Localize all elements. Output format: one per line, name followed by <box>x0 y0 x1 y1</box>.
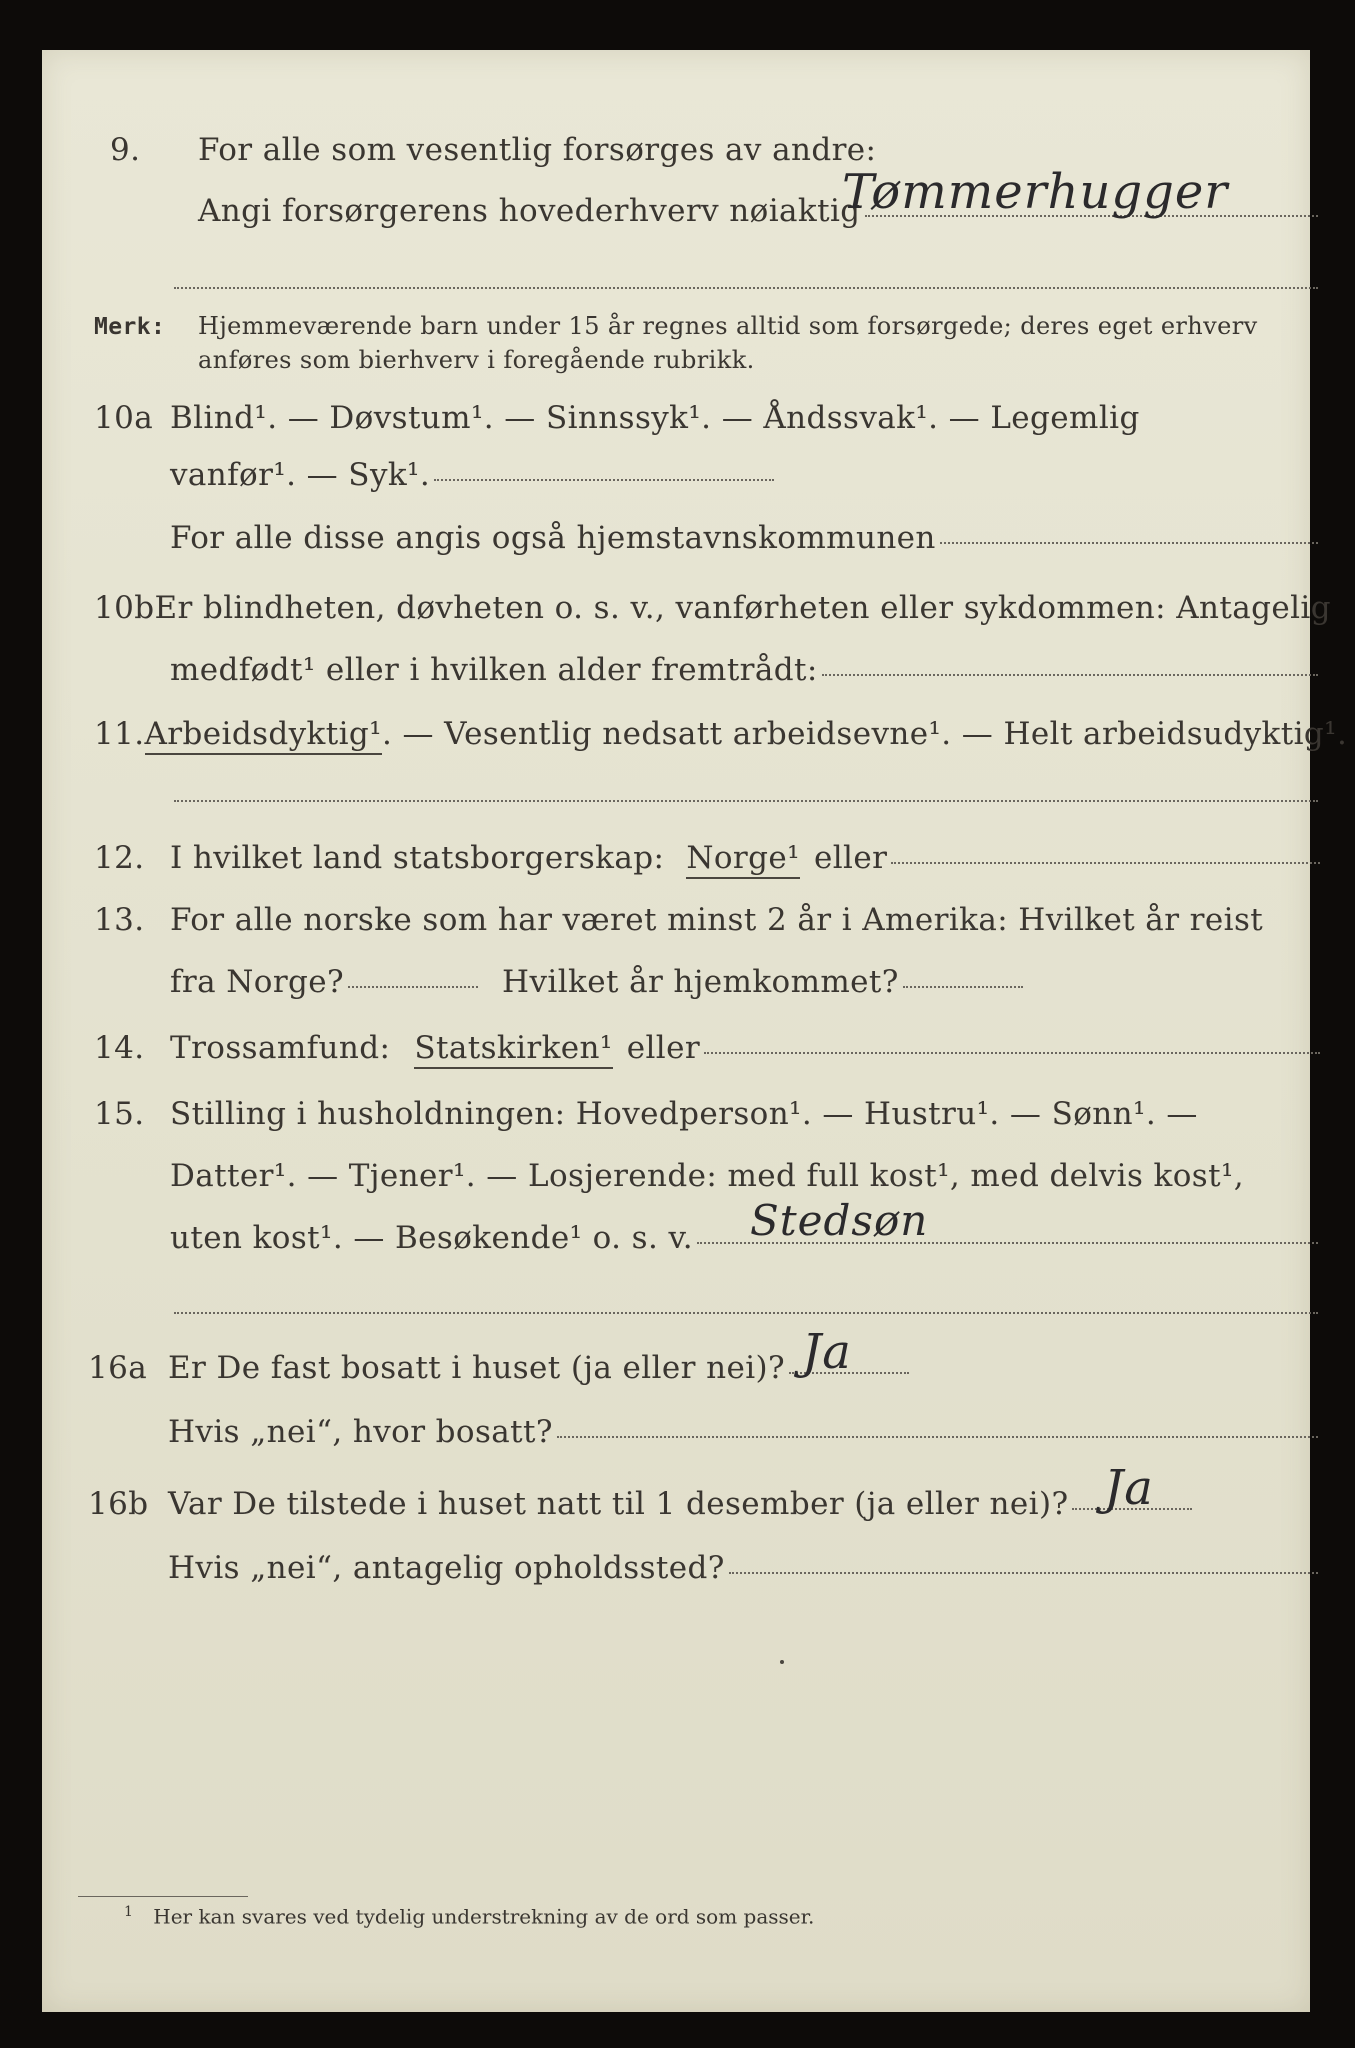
q15-extra-line <box>174 1312 1318 1314</box>
q12-suffix: eller <box>813 840 888 876</box>
q16b-number: 16b <box>88 1486 149 1522</box>
q11-line <box>94 716 1348 755</box>
q16a-text-line2: Hvis „nei“, hvor bosatt? <box>168 1414 553 1450</box>
q9-text-line2: Angi forsørgerens hovederhverv nøiaktig <box>198 193 861 229</box>
q14-other-field[interactable] <box>704 1051 1320 1054</box>
footnote-mark: 1 <box>124 1904 133 1920</box>
q15-text-line3: uten kost¹. — Besøkende¹ o. s. v. <box>170 1220 693 1256</box>
q13-line2 <box>170 964 1023 1000</box>
q10b-line1 <box>94 590 1331 626</box>
footnote <box>124 1904 814 1929</box>
q10b-line2 <box>170 652 1318 688</box>
q11-number: 11. <box>94 716 145 752</box>
form-page <box>42 50 1348 2012</box>
q11-extra-line <box>174 800 1318 802</box>
q10a-text-line1: Blind¹. — Døvstum¹. — Sinnssyk¹. — Åndssvak¹. — Legemlig <box>170 400 1140 436</box>
q13-reist-field[interactable] <box>348 985 478 988</box>
q12-other-country-field[interactable] <box>891 861 1320 864</box>
q12-prefix: I hvilket land statsborgerskap: <box>170 840 665 876</box>
q12-line <box>94 840 1320 879</box>
q16a-line2 <box>168 1414 1318 1450</box>
q15-number: 15. <box>94 1096 145 1132</box>
q16a-handwritten-answer: Ja <box>802 1324 852 1380</box>
q12-option-norge[interactable]: Norge¹ <box>686 840 800 879</box>
q15-text-line2: Datter¹. — Tjener¹. — Losjerende: med full kost¹, med delvis kost¹, <box>170 1158 1245 1194</box>
q15-line3 <box>170 1220 1318 1256</box>
q16b-line2 <box>168 1550 1318 1586</box>
footnote-text: Her kan svares ved tydelig understrekning av de ord som passer. <box>153 1904 815 1929</box>
merk-text-line1: Hjemmeværende barn under 15 år regnes alltid som forsørgede; deres eget erhverv <box>198 312 1258 340</box>
merk-text-line2: anføres som bierhverv i foregående rubrikk. <box>198 346 755 374</box>
q16b-line1 <box>88 1486 1192 1522</box>
q16b-opholdssted-field[interactable] <box>729 1571 1318 1574</box>
q9-text-line1: For alle som vesentlig forsørges av andre: <box>198 132 877 168</box>
q14-number: 14. <box>94 1030 145 1066</box>
q10b-text-line2: medfødt¹ eller i hvilken alder fremtrådt: <box>170 652 818 688</box>
merk-label: Merk: <box>94 314 166 340</box>
q15-line1 <box>94 1096 1324 1132</box>
q14-option-statskirken[interactable]: Statskirken¹ <box>414 1030 612 1069</box>
q10a-text-line3: For alle disse angis også hjemstavnskommunen <box>170 520 936 556</box>
q16b-handwritten-answer: Ja <box>1104 1460 1154 1516</box>
ink-speck <box>780 1660 784 1664</box>
merk-line2 <box>198 346 755 374</box>
q11-option-arbeidsdyktig[interactable]: Arbeidsdyktig¹ <box>145 716 382 755</box>
q13-line1 <box>94 902 1324 938</box>
q10a-line1 <box>94 400 1320 436</box>
q16a-bosatt-field[interactable] <box>557 1435 1318 1438</box>
q10a-number: 10a <box>94 400 154 436</box>
q10a-line3 <box>170 520 1318 556</box>
q9-line1 <box>110 132 1250 168</box>
q13-number: 13. <box>94 902 145 938</box>
q16a-line1 <box>88 1350 909 1386</box>
q16a-number: 16a <box>88 1350 148 1386</box>
q12-number: 12. <box>94 840 145 876</box>
q10b-text-line1: Er blindheten, døvheten o. s. v., vanførheten eller sykdommen: Antagelig <box>154 590 1331 626</box>
q9-extra-line <box>174 287 1318 289</box>
q10a-hjemstavn-field[interactable] <box>940 541 1318 544</box>
q10a-syk-field[interactable] <box>434 478 774 481</box>
q16b-text-line1: Var De tilstede i huset natt til 1 desember (ja eller nei)? <box>168 1486 1069 1522</box>
q15-text-line1: Stilling i husholdningen: Hovedperson¹. — Hustru¹. — Sønn¹. — <box>170 1096 1198 1132</box>
merk-line1 <box>94 312 1258 340</box>
q13-text-line1: For alle norske som har været minst 2 år i Amerika: Hvilket år reist <box>170 902 1264 938</box>
q13-hjemkommet-field[interactable] <box>903 985 1023 988</box>
q10b-answer-field[interactable] <box>822 673 1318 676</box>
q13-text-hjemkommet: Hvilket år hjemkommet? <box>502 964 899 1000</box>
q13-text-reist: fra Norge? <box>170 964 345 1000</box>
q14-suffix: eller <box>626 1030 701 1066</box>
q15-handwritten-answer: Stedsøn <box>750 1196 929 1245</box>
q10a-line2 <box>170 457 774 493</box>
q16b-text-line2: Hvis „nei“, antagelig opholdssted? <box>168 1550 725 1586</box>
footnote-rule <box>78 1896 248 1897</box>
q16a-text-line1: Er De fast bosatt i huset (ja eller nei)? <box>168 1350 786 1386</box>
q9-number: 9. <box>110 132 141 168</box>
q9-handwritten-answer: Tømmerhugger <box>842 164 1229 220</box>
q10b-number: 10b <box>94 590 155 626</box>
q15-line2 <box>170 1158 1244 1194</box>
q14-prefix: Trossamfund: <box>170 1030 391 1066</box>
q11-text-rest: . — Vesentlig nedsatt arbeidsevne¹. — Helt arbeidsudyktig¹. <box>381 716 1348 752</box>
q14-line <box>94 1030 1320 1069</box>
q10a-text-line2: vanfør¹. — Syk¹. <box>170 457 431 493</box>
